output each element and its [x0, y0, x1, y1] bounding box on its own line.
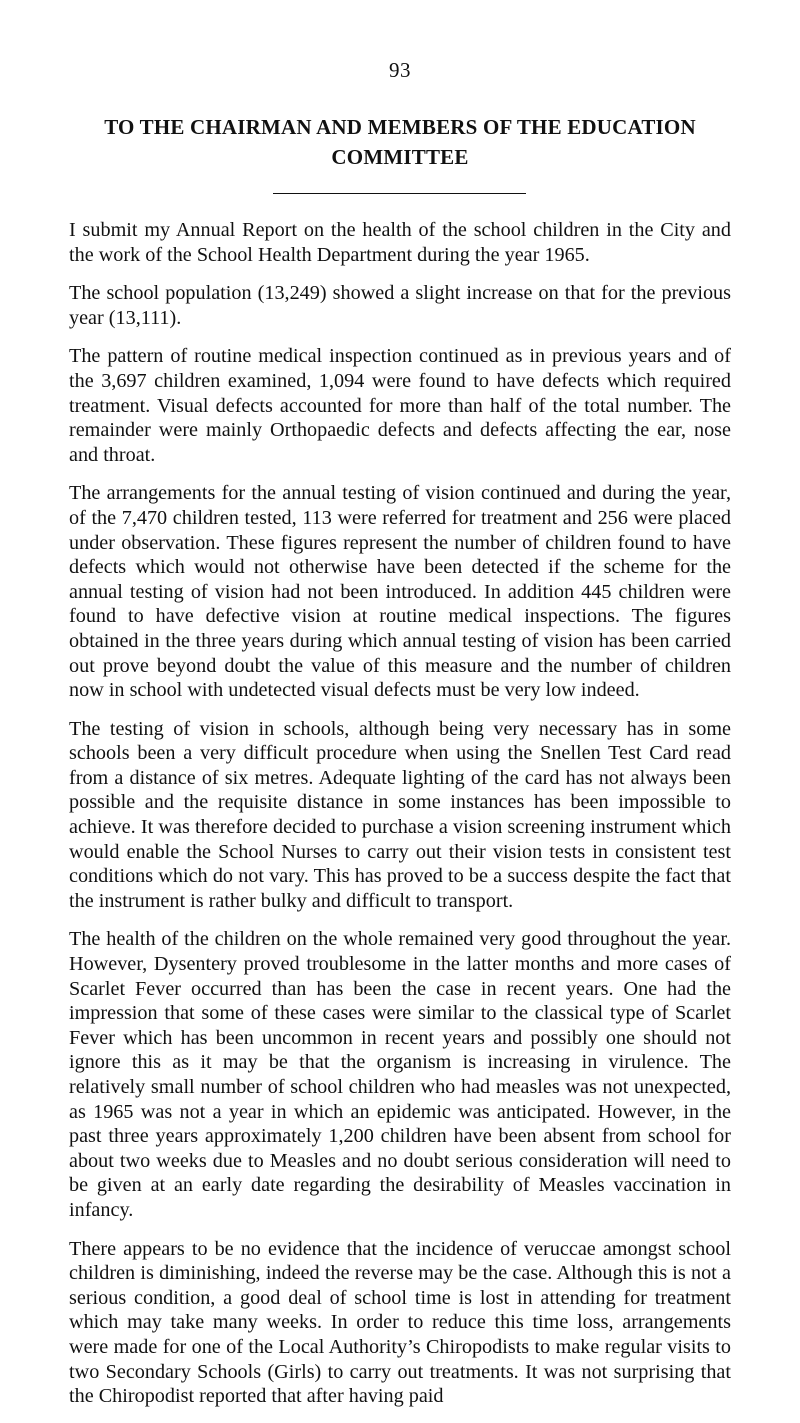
paragraph-medical-inspection: The pattern of routine medical inspection continued as in previous years and of the 3,697 children examined, 1,094 were found to have defects which required treatment. Visual defects accounted for more than half of the total number. The remainder were mainly Orthopaedic defects and defects affecting the ear, nose and throat. — [69, 345, 731, 466]
paragraph-vision-testing: The arrangements for the annual testing of vision continued and during the year, of the 7,470 children tested, 113 were referred for treatment and 256 were placed under observation. These figures represent the number of children found to have defects which would not otherwise have been detected if the scheme for the annual testing of vision had not been introduced. In addition 445 children were found to have defective vision at routine medical inspections. The figures obtained in the three years during which annual testing of vision has been carried out prove beyond doubt the value of this measure and the number of children now in school with undetected visual defects must be very low indeed. — [69, 482, 731, 702]
paragraph-school-population: The school population (13,249) showed a slight increase on that for the previous year (13,111). — [69, 282, 731, 329]
paragraph-intro: I submit my Annual Report on the health of the school children in the City and the work of the School Health Department during the year 1965. — [69, 219, 731, 266]
paragraph-vision-screening-instrument: The testing of vision in schools, although being very necessary has in some schools been a very difficult procedure when using the Snellen Test Card read from a distance of six metres. Adequate lighting of the card has not always been possible and the requisite distance in some instances has been impossible to achieve. It was therefore decided to purchase a vision screening instrument which would enable the School Nurses to carry out their vision tests in consistent test conditions which do not vary. This has proved to be a success despite the fact that the instrument is rather bulky and difficult to transport. — [69, 717, 731, 912]
title-divider — [273, 193, 526, 194]
report-body — [69, 218, 731, 1423]
title-line-1: TO THE CHAIRMAN AND MEMBERS OF THE EDUCATION — [104, 115, 696, 139]
page-number: 93 — [389, 58, 411, 82]
paragraph-veruccae: There appears to be no evidence that the incidence of veruccae amongst school children is diminishing, indeed the reverse may be the case. Although this is not a serious condition, a good deal of school time is lost in attending for treatment which may take many weeks. In order to reduce this time loss, arrangements were made for one of the Local Authority’s Chiropodists to make regular visits to two Secondary Schools (Girls) to carry out treatments. It was not surprising that the Chiropodist reported that after having paid — [69, 1237, 731, 1408]
report-title — [78, 112, 722, 172]
paragraph-children-health: The health of the children on the whole remained very good throughout the year. However, Dysentery proved troublesome in the latter months and more cases of Scarlet Fever occurred than has been the case in recent years. One had the impression that some of these cases were similar to the classical type of Scarlet Fever which has been uncommon in recent years and possibly one should not ignore this as it may be that the organism is increasing in virulence. The relatively small number of school children who had measles was not unexpected, as 1965 was not a year in which an epidemic was anticipated. However, in the past three years approximately 1,200 children have been absent from school for about two weeks due to Measles and no doubt serious consideration will need to be given at an early date regarding the desirability of Measles vaccination in infancy. — [69, 928, 731, 1221]
title-line-2: COMMITTEE — [331, 145, 469, 169]
